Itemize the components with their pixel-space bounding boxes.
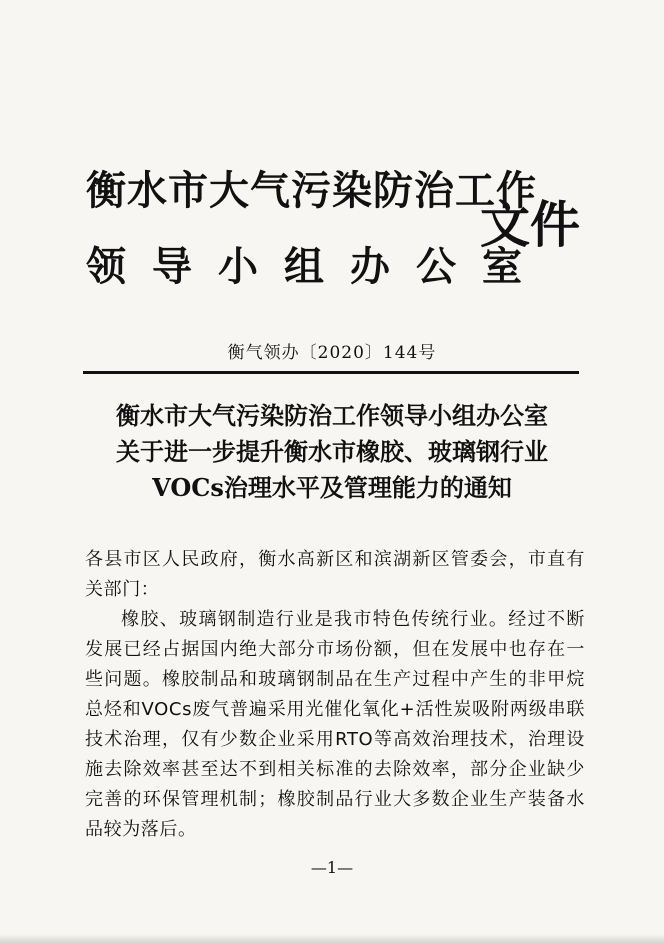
document-type-label: 文件 <box>480 195 580 254</box>
title-line-1: 衡水市大气污染防治工作领导小组办公室 <box>116 401 548 430</box>
salutation: 各县市区人民政府，衡水高新区和滨湖新区管委会，市直有关部门： <box>85 549 585 600</box>
header-divider <box>83 371 579 374</box>
document-title <box>60 398 604 506</box>
issuer-line-1: 衡水市大气污染防治工作 <box>86 167 537 214</box>
body-paragraph: 橡胶、玻璃钢制造行业是我市特色传统行业。经过不断发展已经占据国内绝大部分市场份额，但在发展中也存在一些问题。橡胶制品和玻璃钢制品在生产过程中产生的非甲烷总烃和VOCs废气普遍采用光催化氧化+活性炭吸附两级串联技术治理，仅有少数企业采用RTO等高效治理技术，治理设施去除效率甚至达不到相关标准的去除效率，部分企业缺少完善的环保管理机制；橡胶制品行业大多数企业生产装备水品较为落后。 <box>85 609 585 840</box>
document-number: 衡气领办〔2020〕144号 <box>227 343 437 363</box>
document-body <box>85 545 585 845</box>
page-number: —1— <box>310 858 354 877</box>
title-line-2: 关于进一步提升衡水市橡胶、玻璃钢行业 <box>116 437 548 466</box>
issuer-line-2: 领导小组办公室 <box>86 243 548 290</box>
title-line-3: VOCs治理水平及管理能力的通知 <box>152 473 512 502</box>
scan-edge <box>0 934 664 943</box>
